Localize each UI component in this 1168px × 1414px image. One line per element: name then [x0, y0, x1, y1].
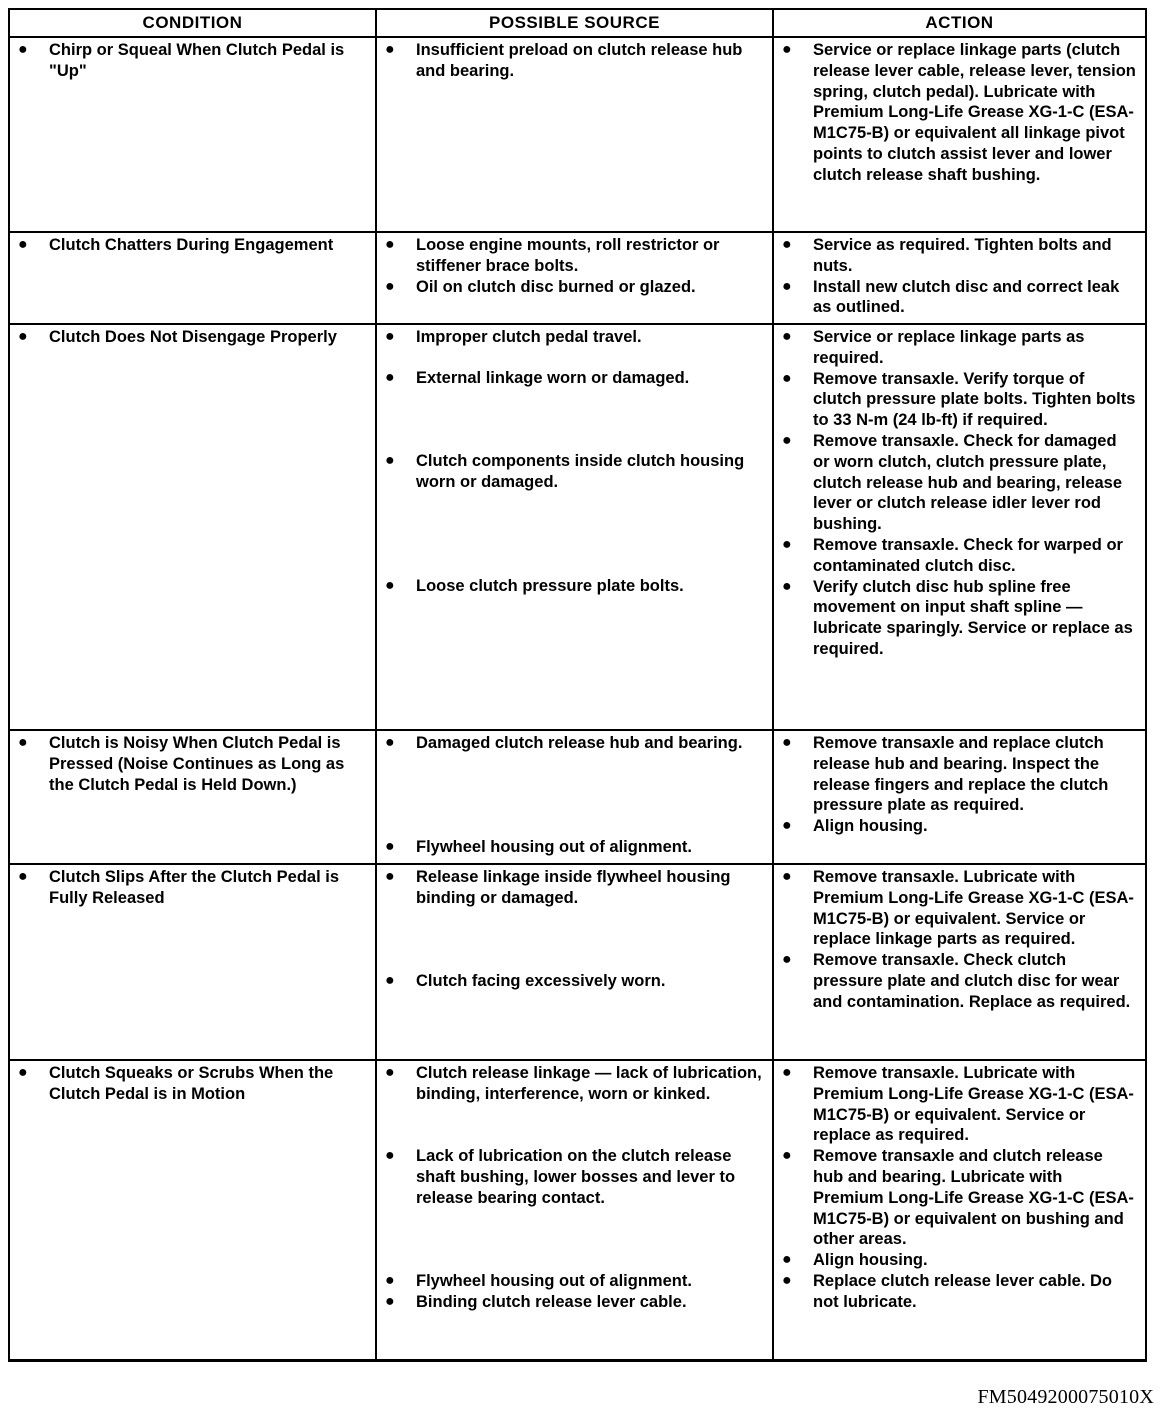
bullet-icon: ● — [18, 328, 28, 345]
bullet-icon: ● — [385, 734, 395, 751]
action-cell — [773, 864, 1146, 1060]
action-cell — [773, 1060, 1146, 1360]
condition-text: Chirp or Squeal When Clutch Pedal is "Up" — [49, 41, 345, 80]
bullet-icon: ● — [18, 236, 28, 253]
action-text: Remove transaxle and clutch release hub and bearing. Lubricate with Premium Long-Life Grease XG-1-C (ESA-M1C75-B) or equivalent on bushing and other areas. — [813, 1147, 1134, 1249]
source-item — [377, 1146, 772, 1271]
condition-text: Clutch Does Not Disengage Properly — [49, 328, 337, 346]
condition-cell — [9, 324, 376, 730]
diagnosis-table-container — [8, 8, 1145, 1362]
source-item — [377, 867, 772, 971]
bullet-icon: ● — [385, 369, 395, 386]
source-text: Loose engine mounts, roll restrictor or stiffener brace bolts. — [416, 236, 720, 275]
header-possible-source: POSSIBLE SOURCE — [376, 9, 773, 37]
table-row — [9, 232, 1146, 324]
bullet-icon: ● — [782, 817, 792, 835]
source-text: Clutch release linkage — lack of lubrication, binding, interference, worn or kinked. — [416, 1064, 762, 1103]
source-text: Lack of lubrication on the clutch release shaft bushing, lower bosses and lever to release bearing contact. — [416, 1147, 736, 1207]
condition-item — [10, 733, 375, 795]
bullet-icon: ● — [18, 868, 28, 885]
condition-cell — [9, 232, 376, 324]
source-text: Oil on clutch disc burned or glazed. — [416, 277, 696, 296]
action-item — [774, 1271, 1145, 1313]
action-text: Service or replace linkage parts (clutch release lever cable, release lever, tension spring, clutch pedal). Lubricate with Premium Long-Life Grease XG-1-C (ESA-M1C75-B) or equivalent all linkage pivot points to clutch assist lever and lower clutch release shaft bushing. — [813, 41, 1136, 184]
bullet-icon: ● — [385, 972, 395, 989]
diagnosis-table — [8, 8, 1147, 1362]
bullet-icon: ● — [782, 535, 792, 553]
bullet-icon: ● — [385, 277, 395, 295]
source-item — [377, 837, 772, 858]
bullet-icon: ● — [385, 838, 395, 855]
condition-cell — [9, 864, 376, 1060]
header-condition: CONDITION — [9, 9, 376, 37]
bullet-icon: ● — [782, 277, 792, 295]
source-item — [377, 733, 772, 837]
source-cell — [376, 324, 773, 730]
source-item — [377, 368, 772, 451]
source-text: Binding clutch release lever cable. — [416, 1292, 687, 1311]
bullet-icon: ● — [782, 41, 792, 58]
source-cell — [376, 232, 773, 324]
condition-text: Clutch Chatters During Engagement — [49, 236, 334, 254]
source-item — [377, 576, 772, 597]
action-text: Remove transaxle. Lubricate with Premium Long-Life Grease XG-1-C (ESA-M1C75-B) or equivalent. Service or replace linkage parts as required. — [813, 868, 1134, 949]
action-text: Verify clutch disc hub spline free movement on input shaft spline — lubricate sparingly. Service or replace as required. — [813, 577, 1133, 658]
condition-cell — [9, 730, 376, 864]
condition-item — [10, 327, 375, 348]
condition-item — [10, 235, 375, 256]
table-row — [9, 324, 1146, 730]
bullet-icon: ● — [385, 452, 395, 469]
source-text: Release linkage inside flywheel housing binding or damaged. — [416, 868, 731, 907]
action-item — [774, 369, 1145, 431]
source-cell — [376, 37, 773, 232]
table-body — [9, 37, 1146, 1360]
source-text: Flywheel housing out of alignment. — [416, 838, 692, 856]
action-item — [774, 1146, 1145, 1250]
table-row — [9, 37, 1146, 232]
figure-code: FM5049200075010X — [977, 1386, 1154, 1408]
bullet-icon: ● — [385, 868, 395, 885]
action-item — [774, 733, 1145, 816]
action-cell — [773, 232, 1146, 324]
bullet-icon: ● — [385, 236, 395, 253]
action-text: Replace clutch release lever cable. Do not lubricate. — [813, 1271, 1112, 1311]
bullet-icon: ● — [782, 1251, 792, 1269]
bullet-icon: ● — [782, 951, 792, 969]
table-row — [9, 1060, 1146, 1360]
bullet-icon: ● — [18, 734, 28, 751]
action-text: Install new clutch disc and correct leak as outlined. — [813, 277, 1120, 317]
action-item — [774, 867, 1145, 950]
source-text: Damaged clutch release hub and bearing. — [416, 734, 743, 752]
bullet-icon: ● — [385, 41, 395, 58]
action-item — [774, 535, 1145, 577]
action-text: Remove transaxle and replace clutch release hub and bearing. Inspect the release fingers and replace the clutch pressure plate as required. — [813, 734, 1109, 815]
action-text: Align housing. — [813, 817, 928, 836]
action-text: Align housing. — [813, 1251, 928, 1270]
source-item — [377, 1292, 772, 1313]
condition-text: Clutch Squeaks or Scrubs When the Clutch Pedal is in Motion — [49, 1064, 334, 1103]
source-cell — [376, 730, 773, 864]
action-item — [774, 277, 1145, 319]
bullet-icon: ● — [782, 369, 792, 387]
action-item — [774, 327, 1145, 369]
source-cell — [376, 1060, 773, 1360]
bullet-icon: ● — [782, 868, 792, 885]
bullet-icon: ● — [782, 577, 792, 595]
bullet-icon: ● — [18, 1064, 28, 1081]
source-item — [377, 327, 772, 368]
action-cell — [773, 37, 1146, 232]
condition-item — [10, 40, 375, 82]
action-text: Remove transaxle. Verify torque of clutch pressure plate bolts. Tighten bolts to 33 N-m (24 lb-ft) if required. — [813, 369, 1136, 430]
action-item — [774, 1250, 1145, 1271]
bullet-icon: ● — [782, 1271, 792, 1289]
condition-text: Clutch Slips After the Clutch Pedal is Fully Released — [49, 868, 340, 907]
condition-item — [10, 867, 375, 909]
source-item — [377, 40, 772, 82]
header-action: ACTION — [773, 9, 1146, 37]
bullet-icon: ● — [385, 1292, 395, 1310]
action-item — [774, 577, 1145, 660]
action-cell — [773, 324, 1146, 730]
bullet-icon: ● — [782, 1147, 792, 1165]
table-row — [9, 730, 1146, 864]
condition-cell — [9, 1060, 376, 1360]
bullet-icon: ● — [385, 1147, 395, 1164]
source-text: Clutch facing excessively worn. — [416, 972, 666, 990]
action-text: Service as required. Tighten bolts and nuts. — [813, 236, 1112, 275]
header-row — [9, 9, 1146, 37]
bullet-icon: ● — [782, 328, 792, 345]
bullet-icon: ● — [385, 577, 395, 594]
condition-text: Clutch is Noisy When Clutch Pedal is Pressed (Noise Continues as Long as the Clutch Pedal is Held Down.) — [49, 734, 345, 794]
action-text: Remove transaxle. Check for damaged or worn clutch, clutch pressure plate, clutch release hub and bearing, release lever or clutch release idler lever rod bushing. — [813, 431, 1123, 534]
action-item — [774, 431, 1145, 535]
source-item — [377, 235, 772, 277]
source-text: Improper clutch pedal travel. — [416, 328, 642, 346]
bullet-icon: ● — [385, 328, 395, 345]
table-row — [9, 864, 1146, 1060]
condition-cell — [9, 37, 376, 232]
action-item — [774, 40, 1145, 186]
bullet-icon: ● — [18, 41, 28, 58]
action-item — [774, 950, 1145, 1012]
action-item — [774, 1063, 1145, 1146]
bullet-icon: ● — [782, 734, 792, 751]
source-text: Flywheel housing out of alignment. — [416, 1272, 692, 1290]
action-item — [774, 235, 1145, 277]
source-item — [377, 1271, 772, 1292]
source-item — [377, 451, 772, 576]
bullet-icon: ● — [385, 1064, 395, 1081]
action-text: Remove transaxle. Check clutch pressure plate and clutch disc for wear and contamination. Replace as required. — [813, 951, 1131, 1011]
source-text: Loose clutch pressure plate bolts. — [416, 577, 684, 595]
action-text: Service or replace linkage parts as required. — [813, 328, 1085, 367]
bullet-icon: ● — [782, 431, 792, 449]
bullet-icon: ● — [385, 1272, 395, 1289]
bullet-icon: ● — [782, 236, 792, 253]
source-text: Clutch components inside clutch housing worn or damaged. — [416, 452, 745, 491]
source-text: External linkage worn or damaged. — [416, 369, 690, 387]
action-cell — [773, 730, 1146, 864]
action-item — [774, 816, 1145, 837]
action-text: Remove transaxle. Check for warped or contaminated clutch disc. — [813, 535, 1123, 575]
source-item — [377, 277, 772, 298]
condition-item — [10, 1063, 375, 1105]
bullet-icon: ● — [782, 1064, 792, 1081]
action-text: Remove transaxle. Lubricate with Premium Long-Life Grease XG-1-C (ESA-M1C75-B) or equivalent. Service or replace as required. — [813, 1064, 1134, 1145]
source-item — [377, 1063, 772, 1146]
source-item — [377, 971, 772, 992]
source-cell — [376, 864, 773, 1060]
source-text: Insufficient preload on clutch release hub and bearing. — [416, 41, 743, 80]
